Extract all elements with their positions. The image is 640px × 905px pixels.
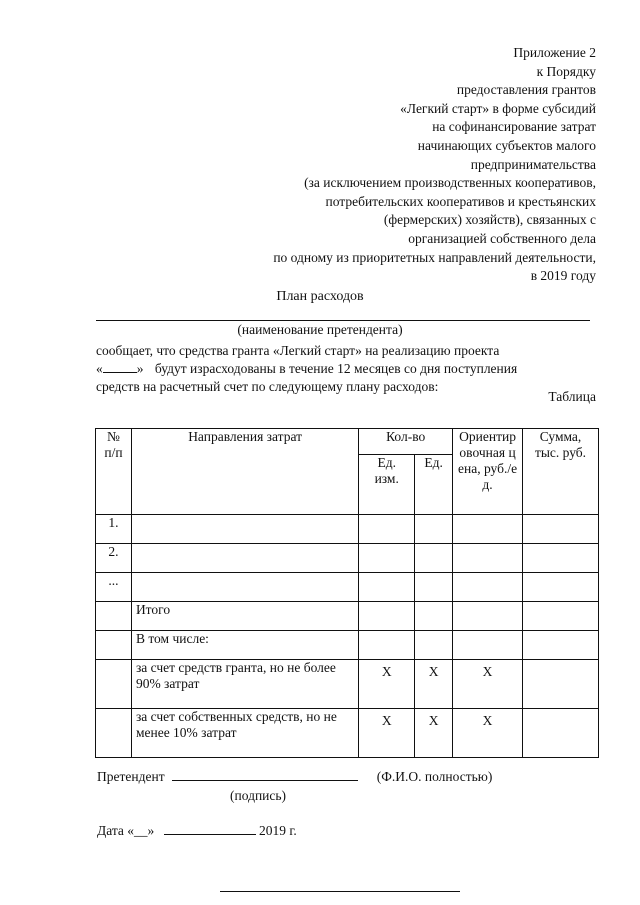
row-num <box>96 709 132 758</box>
row-price[interactable] <box>453 573 523 602</box>
body-line-3: средств на расчетный счет по следующему плану расходов: <box>96 379 439 394</box>
row-num: 1. <box>96 515 132 544</box>
signature-field[interactable] <box>172 768 358 781</box>
header-price: Ориентировочная цена, руб./ед. <box>453 429 523 515</box>
row-direction: за счет собственных средств, но не менее 10% затрат <box>131 709 358 758</box>
row-direction[interactable] <box>131 573 358 602</box>
row-direction: Итого <box>131 602 358 631</box>
appendix-line: на софинансирование затрат <box>432 119 596 135</box>
table-row <box>96 544 599 573</box>
appendix-line: к Порядку <box>536 63 596 79</box>
row-unit[interactable] <box>359 544 415 573</box>
row-qty[interactable] <box>415 515 453 544</box>
appendix-line: (за исключением производственных кооперативов, <box>304 175 596 191</box>
applicant-caption: (наименование претендента) <box>237 322 403 337</box>
row-sum[interactable] <box>523 515 599 544</box>
sign-caption: (подпись) <box>230 788 287 803</box>
body-line-2 <box>96 360 596 378</box>
row-price: Х <box>453 709 523 758</box>
row-direction[interactable] <box>131 544 358 573</box>
header-num: № п/п <box>96 429 132 515</box>
appendix-line: начинающих субъектов малого <box>417 137 596 153</box>
appendix-line: предоставления грантов <box>456 82 596 98</box>
fio-caption: (Ф.И.О. полностью) <box>376 769 493 784</box>
applicant-label: Претендент <box>97 769 165 784</box>
table-label: Таблица <box>548 389 596 404</box>
table-row-own-funds <box>96 709 599 758</box>
footer-divider <box>220 891 460 892</box>
row-direction: В том числе: <box>131 631 358 660</box>
row-sum[interactable] <box>523 544 599 573</box>
appendix-line: организацией собственного дела <box>408 230 596 246</box>
body-line-1: сообщает, что средства гранта «Легкий старт» на реализацию проекта <box>96 343 500 358</box>
row-sum[interactable] <box>523 660 599 709</box>
row-num <box>96 602 132 631</box>
row-num: 2. <box>96 544 132 573</box>
appendix-line: «Легкий старт» в форме субсидий <box>400 100 596 116</box>
table-row-grant <box>96 660 599 709</box>
row-price[interactable] <box>453 515 523 544</box>
project-name-field[interactable] <box>103 360 137 373</box>
table-row-including <box>96 631 599 660</box>
date-mid: » <box>147 823 155 838</box>
header-qty-unit: Ед. <box>415 455 453 515</box>
row-unit: Х <box>359 709 415 758</box>
table-row <box>96 515 599 544</box>
quote-close: » <box>136 361 144 376</box>
appendix-line: предпринимательства <box>470 156 596 172</box>
header-unit: Ед. изм. <box>359 455 415 515</box>
row-unit <box>359 631 415 660</box>
applicant-name-field[interactable] <box>96 320 590 321</box>
date-month-field[interactable] <box>164 822 256 835</box>
row-price[interactable] <box>453 544 523 573</box>
appendix-line: (фермерских) хозяйств), связанных с <box>383 212 596 228</box>
appendix-line: потребительских кооперативов и крестьянских <box>325 193 596 209</box>
table-row-total <box>96 602 599 631</box>
row-qty <box>415 631 453 660</box>
row-qty[interactable] <box>415 602 453 631</box>
quote-open: « <box>96 361 103 376</box>
header-qty: Кол-во <box>359 429 453 455</box>
body-line-2-text: будут израсходованы в течение 12 месяцев со дня поступления <box>154 361 518 376</box>
appendix-line: Приложение 2 <box>513 45 596 60</box>
row-sum[interactable] <box>523 573 599 602</box>
row-qty[interactable] <box>415 544 453 573</box>
appendix-header <box>176 44 596 286</box>
row-num: ... <box>96 573 132 602</box>
row-price[interactable] <box>453 602 523 631</box>
date-day-field[interactable]: __ <box>134 823 148 838</box>
row-qty[interactable] <box>415 573 453 602</box>
row-price: Х <box>453 660 523 709</box>
date-line <box>97 822 297 839</box>
date-year: 2019 г. <box>259 823 297 838</box>
row-price <box>453 631 523 660</box>
row-unit[interactable] <box>359 515 415 544</box>
expenses-table <box>95 428 599 758</box>
row-num <box>96 631 132 660</box>
row-unit[interactable] <box>359 573 415 602</box>
row-direction[interactable] <box>131 515 358 544</box>
appendix-line: в 2019 году <box>530 268 596 284</box>
row-qty: Х <box>415 660 453 709</box>
signature-line <box>97 768 492 785</box>
row-unit[interactable] <box>359 602 415 631</box>
row-sum[interactable] <box>523 709 599 758</box>
row-direction: за счет средств гранта, но не более 90% затрат <box>131 660 358 709</box>
header-sum: Сумма, тыс. руб. <box>523 429 599 515</box>
row-num <box>96 660 132 709</box>
row-qty: Х <box>415 709 453 758</box>
table-row <box>96 573 599 602</box>
row-sum <box>523 631 599 660</box>
header-direction: Направления затрат <box>131 429 358 515</box>
row-sum[interactable] <box>523 602 599 631</box>
plan-title: План расходов <box>276 289 364 304</box>
date-prefix: Дата « <box>97 823 135 838</box>
row-unit: Х <box>359 660 415 709</box>
appendix-line: по одному из приоритетных направлений деятельности, <box>273 249 596 265</box>
